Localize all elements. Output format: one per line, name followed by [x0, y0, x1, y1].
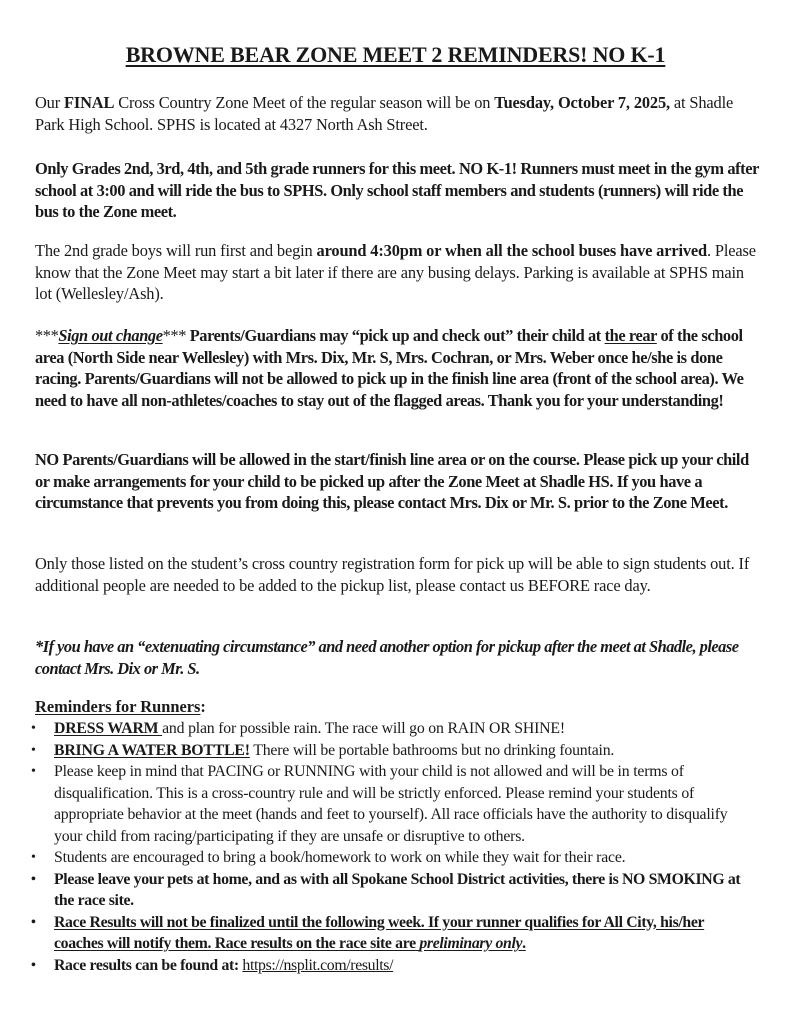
reminder-text: There will be portable bathrooms but no drinking fountain. [249, 741, 615, 759]
page-title: BROWNE BEAR ZONE MEET 2 REMINDERS! NO K-1 [125, 42, 666, 67]
bullet-icon: • [31, 914, 36, 930]
signout-text: of the school area (North Side near Wellesley) with Mrs. Dix, Mr. S, Mrs. Cochran, or Mrs. Weber once he/she is done racing. Parents/Guardians will not be allowed to pick up in the finish line area (front of the school area). We need to have all non-athletes/coaches to stay out of the flagged areas. Thank you for your understanding! [35, 326, 744, 410]
signout-label: Sign out change [58, 326, 163, 345]
extenuating-paragraph: *If you have an “extenuating circumstance” and need another option for pickup after the meet at Shadle, please contact Mrs. Dix or Mr. S. [35, 637, 739, 678]
schedule-text: The 2nd grade boys will run first and begin [35, 241, 317, 260]
reminders-list [0, 718, 760, 976]
bullet-icon: • [31, 742, 36, 758]
list-item [0, 740, 760, 762]
intro-date: Tuesday, October 7, 2025, [494, 93, 670, 112]
grades-paragraph: Only Grades 2nd, 3rd, 4th, and 5th grade runners for this meet. NO K-1! Runners must meet in the gym after school at 3:00 and will ride the bus to SPHS. Only school staff members and students (runners) will ride the bus to the Zone meet. [35, 159, 759, 221]
reminder-preliminary: preliminary only [419, 935, 523, 952]
schedule-text: . Please know that the Zone Meet may start a bit later if there are any busing delays. Parking is available at SPHS main lot (Wellesley/Ash). [35, 241, 756, 303]
list-item [0, 869, 760, 912]
reminder-text: Race Results will not be finalized until the following week. If your runner qualifies for All City, his/her coaches will notify them. Race results on the race site are [54, 913, 705, 952]
reminder-text: Please leave your pets at home, and as with all Spokane School District activities, there is NO SMOKING at the race site. [54, 870, 741, 909]
bullet-icon: • [31, 764, 36, 779]
signout-stars: *** [162, 326, 186, 345]
intro-final: FINAL [64, 93, 115, 112]
signout-stars: *** [35, 326, 59, 345]
intro-text: Cross Country Zone Meet of the regular season will be on [114, 93, 495, 112]
bullet-icon: • [31, 850, 36, 865]
reminder-lead: DRESS WARM [54, 720, 163, 737]
list-item [0, 761, 760, 847]
reminders-heading-colon: : [200, 697, 206, 716]
intro-location: at Shadle Park High School. SPHS is located at 4327 North Ash Street. [35, 93, 734, 134]
reminders-heading-text: Reminders for Runners [35, 697, 201, 716]
reminder-text: Students are encouraged to bring a book/homework to work on while they wait for their race. [54, 849, 626, 866]
registration-paragraph: Only those listed on the student’s cross country registration form for pick up will be able to sign students out. If additional people are needed to be added to the pickup list, please contact us BEFORE race day. [35, 554, 750, 595]
bullet-icon: • [31, 721, 36, 736]
intro-paragraph [35, 92, 760, 135]
bullet-icon: • [31, 871, 36, 887]
reminder-text: Please keep in mind that PACING or RUNNING with your child is not allowed and will be in terms of disqualification. This is a cross-country rule and will be strictly enforced. Please remind your students of appropriate behavior at the meet (hands and feet to yourself). All race officials have the authority to disqualify your child from racing/participating if they are unsafe or disruptive to others. [54, 763, 728, 845]
signout-rear: the rear [604, 326, 657, 345]
signout-text: Parents/Guardians may “pick up and check out” their child at [186, 326, 605, 345]
reminder-text: . [522, 935, 526, 952]
list-item [0, 847, 760, 869]
intro-text: Our [35, 93, 64, 112]
reminder-lead: BRING A WATER BOTTLE! [54, 741, 250, 759]
list-item [0, 718, 760, 740]
reminder-text: Race results can be found at: [54, 956, 243, 974]
no-parents-paragraph: NO Parents/Guardians will be allowed in the start/finish line area or on the course. Please pick up your child or make arrangements for your child to be picked up after the Zone Meet at Shadle HS. If you have a circumstance that prevents you from doing this, please contact Mrs. Dix or Mr. S. prior to the Zone Meet. [35, 450, 749, 512]
schedule-paragraph [35, 240, 760, 305]
reminders-heading [35, 697, 206, 717]
schedule-time: around 4:30pm or when all the school buses have arrived [316, 241, 708, 260]
bullet-icon: • [31, 957, 36, 973]
results-link[interactable]: https://nsplit.com/results/ [242, 956, 394, 974]
list-item [0, 912, 760, 955]
signout-paragraph [35, 325, 760, 411]
list-item [0, 955, 760, 977]
reminder-text: and plan for possible rain. The race will go on RAIN OR SHINE! [162, 720, 565, 737]
